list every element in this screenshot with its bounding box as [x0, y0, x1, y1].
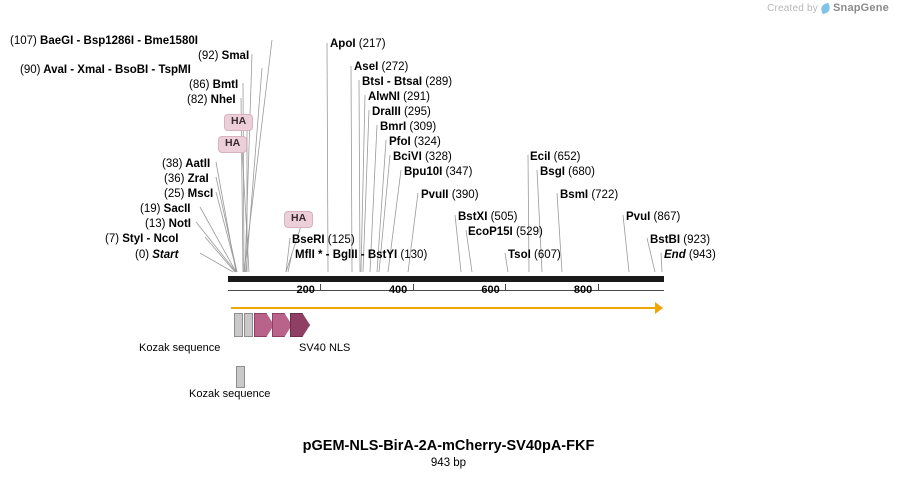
orf-arrow-head: [655, 302, 663, 314]
sequence-backbone: [228, 276, 664, 282]
sv40-nls-caption: SV40 NLS: [299, 342, 351, 354]
snapgene-leaf-icon: [820, 2, 832, 14]
ruler-tick-label-800: 800: [573, 284, 593, 296]
enzyme-label-bseri[interactable]: BseRI (125): [292, 234, 355, 246]
ruler-tick-800: [598, 284, 599, 290]
enzyme-label-bcivi[interactable]: BciVI (328): [393, 151, 452, 163]
enzyme-label-draiii[interactable]: DraIII (295): [372, 106, 431, 118]
enzyme-label-smai[interactable]: (92) SmaI: [198, 50, 250, 62]
enzyme-label-btsi[interactable]: BtsI - BtsaI (289): [362, 76, 453, 88]
enzyme-label-baegi[interactable]: (107) BaeGI - Bsp1286I - Bme1580I: [10, 35, 198, 47]
enzyme-label-bstbi[interactable]: BstBI (923): [650, 234, 711, 246]
enzyme-label-alwni[interactable]: AlwNI (291): [368, 91, 430, 103]
enzyme-label-aatii[interactable]: (38) AatII: [162, 158, 211, 170]
kozak-legend: Kozak sequence: [189, 388, 271, 400]
ruler-tick-label-200: 200: [296, 284, 315, 296]
ruler-tick-label-400: 400: [388, 284, 408, 296]
orf-arrow-line: [231, 307, 655, 309]
enzyme-label-avai[interactable]: (90) AvaI - XmaI - BsoBI - TspMI: [20, 64, 191, 76]
enzyme-label-mfli[interactable]: MflI * - BglII - BstYI (130): [295, 249, 428, 261]
enzyme-label-bstxi[interactable]: BstXI (505): [458, 211, 518, 223]
enzyme-label-zrai[interactable]: (36) ZraI: [164, 173, 209, 185]
ruler-tick-200: [320, 284, 321, 290]
enzyme-label-styi[interactable]: (7) StyI - NcoI: [105, 233, 179, 245]
plasmid-length: 943 bp: [430, 457, 467, 469]
enzyme-label-msci[interactable]: (25) MscI: [164, 188, 214, 200]
ha-tag-1[interactable]: HA: [224, 114, 253, 131]
snapgene-credit: [767, 2, 889, 14]
enzyme-label-tsoi[interactable]: TsoI (607): [508, 249, 561, 261]
feature-nls-arrow-1[interactable]: [254, 313, 274, 337]
enzyme-label-bpu10i[interactable]: Bpu10I (347): [404, 166, 473, 178]
feature-kozak-glyph-2[interactable]: [244, 313, 253, 337]
feature-sv40-nls-arrow[interactable]: [290, 313, 310, 337]
enzyme-label-start[interactable]: (0) Start: [135, 249, 179, 261]
enzyme-label-ecop15i[interactable]: EcoP15I (529): [468, 226, 543, 238]
enzyme-label-end[interactable]: End (943): [664, 249, 716, 261]
credit-prefix: Created by: [767, 2, 818, 14]
feature-kozak-glyph-1[interactable]: [234, 313, 243, 337]
enzyme-label-bmti[interactable]: (86) BmtI: [189, 79, 239, 91]
credit-brand: SnapGene: [832, 2, 889, 14]
enzyme-label-asei[interactable]: AseI (272): [354, 61, 409, 73]
enzyme-label-ecii[interactable]: EciI (652): [530, 151, 581, 163]
ha-tag-2[interactable]: HA: [218, 136, 247, 153]
ruler-axis: [228, 290, 664, 291]
enzyme-label-bsmi[interactable]: BsmI (722): [560, 189, 619, 201]
feature-nls-arrow-2[interactable]: [272, 313, 292, 337]
enzyme-label-nhei[interactable]: (82) NheI: [187, 94, 236, 106]
enzyme-label-saci[interactable]: (19) SacII: [140, 203, 191, 215]
enzyme-label-pvui[interactable]: PvuI (867): [626, 211, 681, 223]
ruler-tick-600: [505, 284, 506, 290]
enzyme-label-bmri[interactable]: BmrI (309): [380, 121, 437, 133]
kozak-legend-glyph: [236, 366, 245, 388]
enzyme-label-noti[interactable]: (13) NotI: [145, 218, 192, 230]
ruler-tick-label-600: 600: [481, 284, 500, 296]
enzyme-label-pfoi[interactable]: PfoI (324): [389, 136, 441, 148]
enzyme-label-bsgi[interactable]: BsgI (680): [540, 166, 595, 178]
plasmid-title: pGEM-NLS-BirA-2A-mCherry-SV40pA-FKF: [302, 438, 595, 454]
ruler-tick-400: [413, 284, 414, 290]
ha-tag-3[interactable]: HA: [284, 211, 313, 228]
enzyme-label-pvuii[interactable]: PvuII (390): [421, 189, 479, 201]
kozak-caption: Kozak sequence: [139, 342, 221, 354]
enzyme-label-apoi[interactable]: ApoI (217): [330, 38, 386, 50]
